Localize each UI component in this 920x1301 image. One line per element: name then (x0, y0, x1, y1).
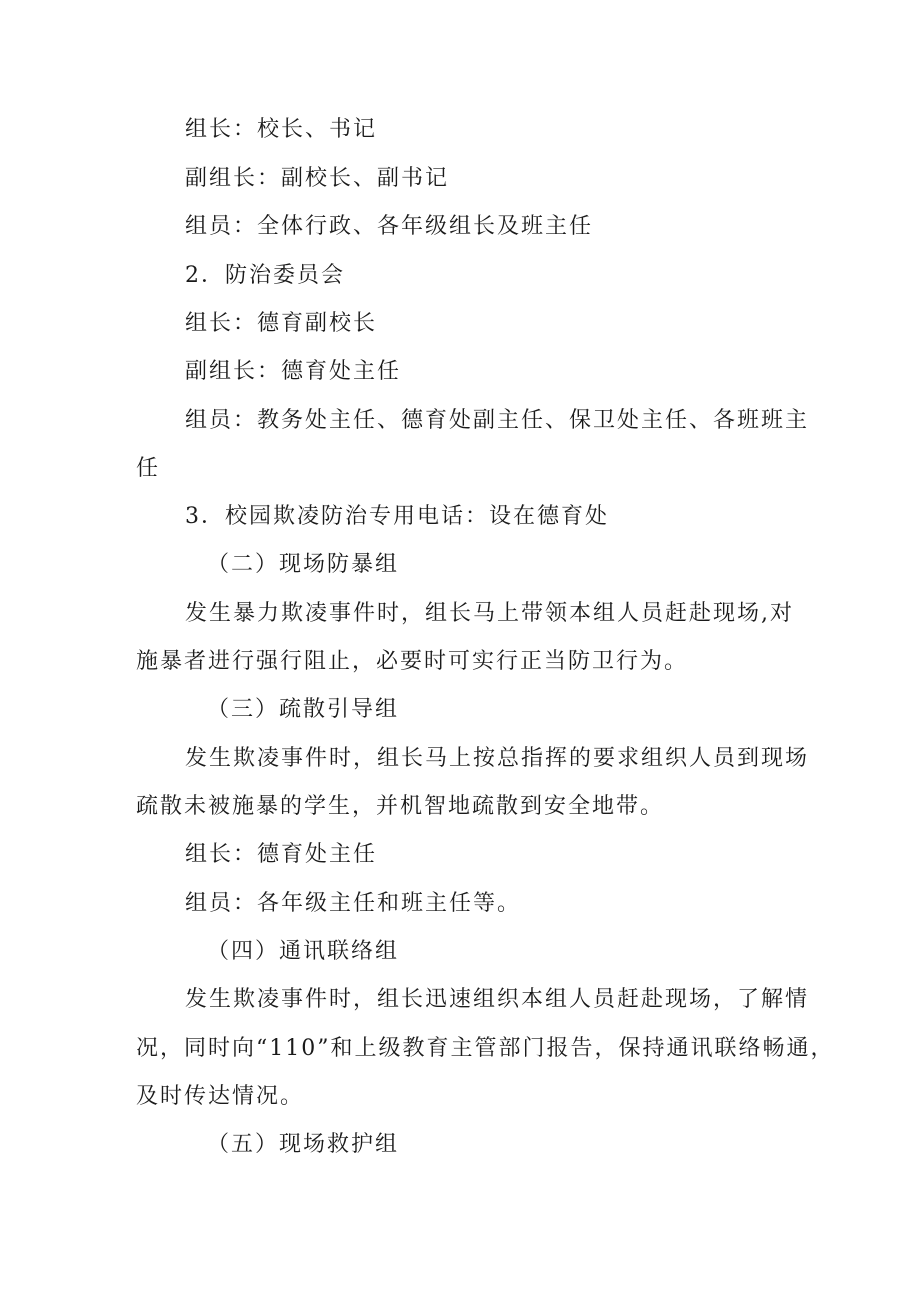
text-line: 任 (136, 456, 161, 481)
text-line: 副组长：德育处主任 (185, 359, 402, 384)
text-line: 施暴者进行强行阻止，必要时可实行正当防卫行为。 (136, 649, 689, 674)
section-heading: （四）通讯联络组 (207, 939, 400, 964)
text-line: 3．校园欺凌防治专用电话：设在德育处 (185, 504, 609, 529)
text-line: 发生欺凌事件时，组长马上按总指挥的要求组织人员到现场 (185, 746, 810, 771)
text-line: 组员：全体行政、各年级组长及班主任 (185, 214, 594, 239)
text-line: 2．防治委员会 (185, 263, 345, 288)
text-line: 及时传达情况。 (136, 1084, 305, 1109)
text-line: 组员：教务处主任、德育处副主任、保卫处主任、各班班主 (185, 408, 810, 433)
text-line: 组长：校长、书记 (185, 117, 378, 142)
text-line: 组员：各年级主任和班主任等。 (185, 891, 522, 916)
text-line: 副组长：副校长、副书记 (185, 166, 450, 191)
text-line: 疏散未被施暴的学生，并机智地疏散到安全地带。 (136, 794, 665, 819)
section-heading: （五）现场救护组 (207, 1132, 400, 1157)
text-line: 组长：德育副校长 (185, 311, 378, 336)
text-line: 况，同时向“110”和上级教育主管部门报告，保持通讯联络畅通， (136, 1036, 835, 1061)
text-line: 发生欺凌事件时，组长迅速组织本组人员赶赴现场，了解情 (185, 987, 810, 1012)
text-line: 组长：德育处主任 (185, 842, 378, 867)
section-heading: （二）现场防暴组 (207, 552, 400, 577)
section-heading: （三）疏散引导组 (207, 697, 400, 722)
text-line: 发生暴力欺凌事件时，组长马上带领本组人员赶赴现场,对 (185, 601, 794, 626)
